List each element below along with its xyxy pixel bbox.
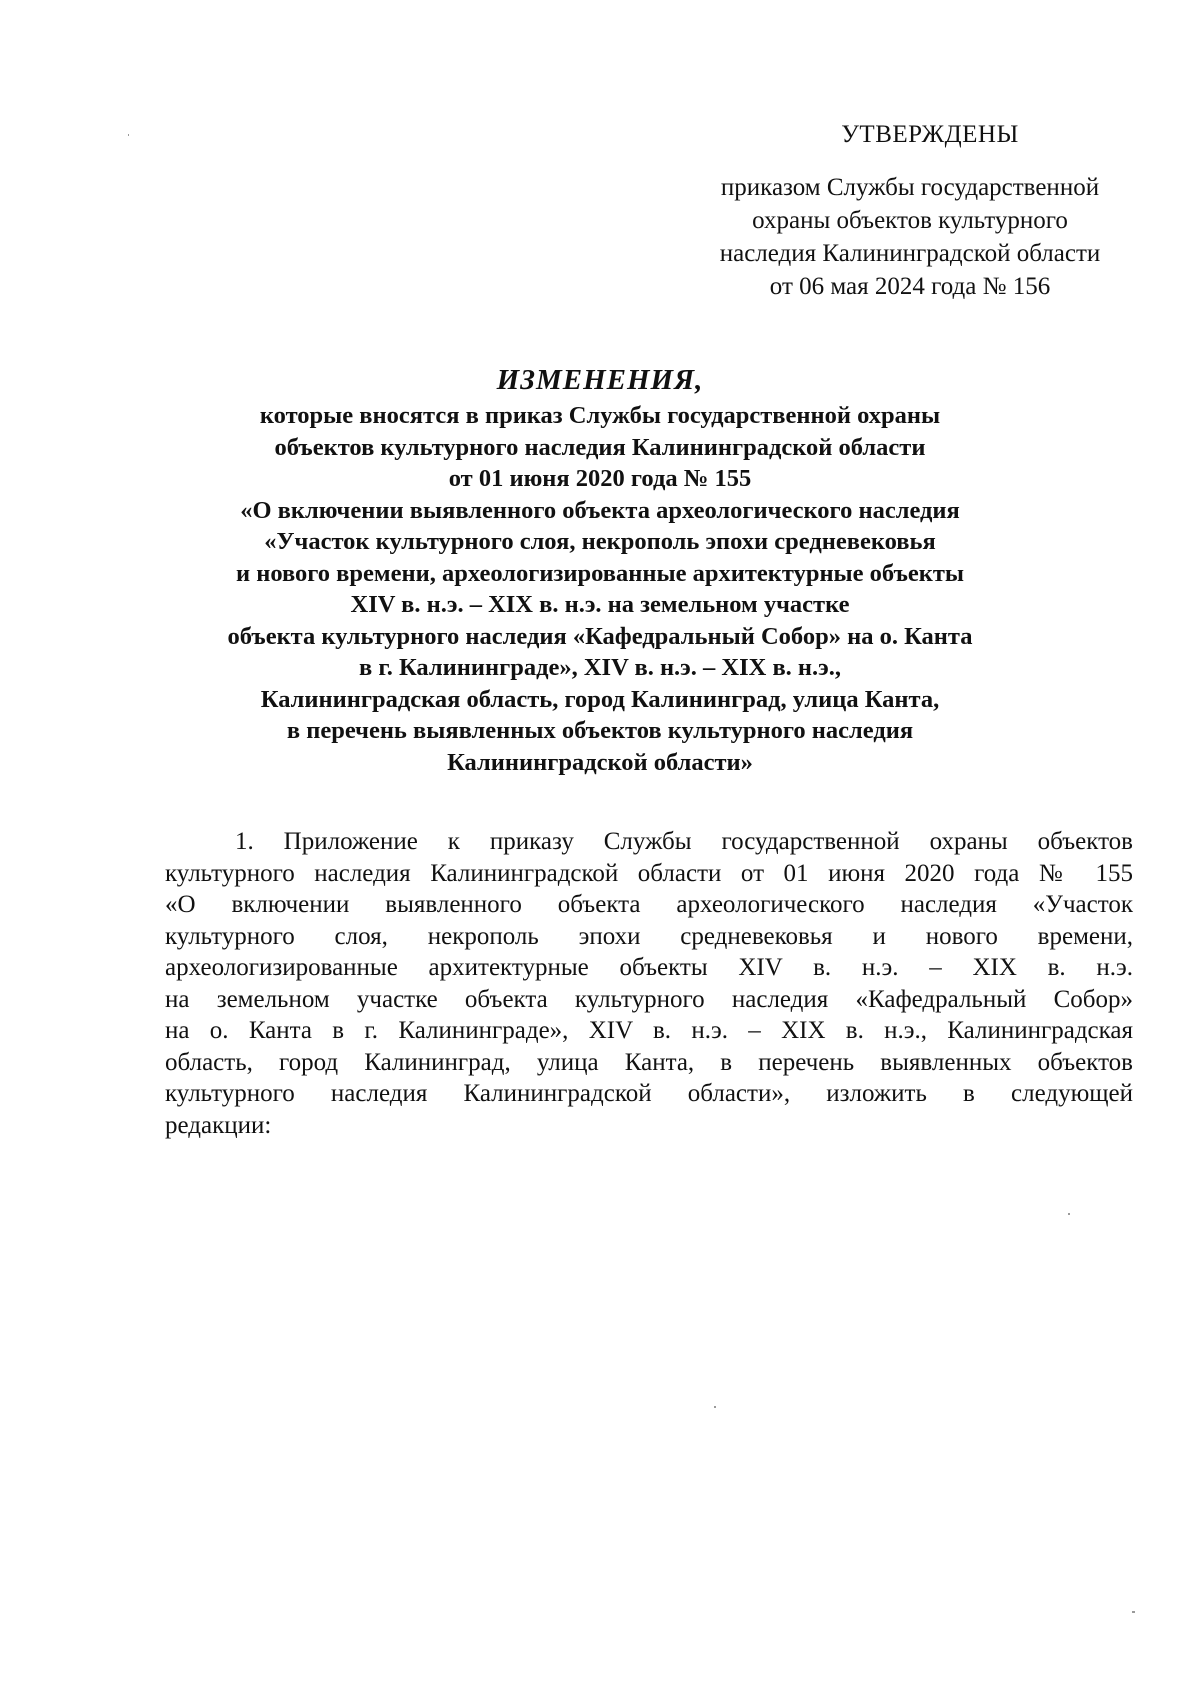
body-line: археологизированные архитектурные объекты XIV в. н.э. – XIX в. н.э. — [165, 954, 1133, 981]
document-heading — [180, 362, 1020, 778]
scan-speck — [1132, 1611, 1135, 1613]
body-line: культурного наследия Калининградской области от 01 июня 2020 года № 155 — [165, 859, 1133, 887]
body-line: культурного слоя, некрополь эпохи средневековья и нового времени, — [165, 922, 1133, 950]
heading-line: объекта культурного наследия «Кафедральный Собор» на о. Канта — [227, 622, 973, 650]
heading-title: ИЗМЕНЕНИЯ, — [496, 364, 704, 396]
body-line: на о. Канта в г. Калининграде», XIV в. н.э. – XIX в. н.э., Калининградская — [165, 1017, 1133, 1044]
scan-speck — [1068, 1213, 1070, 1215]
approval-line: приказом Службы государственной — [720, 174, 1100, 201]
scan-speck — [714, 1406, 716, 1408]
heading-line: которые вносятся в приказ Службы государственной охраны — [259, 402, 941, 429]
scan-speck — [128, 134, 129, 136]
heading-line: Калининградская область, город Калининград, улица Канта, — [260, 685, 940, 713]
heading-line: в г. Калининграде», XIV в. н.э. – XIX в. н.э., — [359, 654, 841, 681]
heading-line: и нового времени, археологизированные архитектурные объекты — [235, 559, 965, 587]
body-line: «О включении выявленного объекта археологического наследия «Участок — [165, 891, 1133, 918]
body-line: культурного наследия Калининградской области», изложить в следующей — [165, 1080, 1133, 1107]
approval-line: от 06 мая 2024 года № 156 — [769, 273, 1051, 300]
body-line: на земельном участке объекта культурного наследия «Кафедральный Собор» — [165, 985, 1133, 1013]
heading-line: объектов культурного наследия Калининградской области — [274, 433, 926, 461]
heading-line: от 01 июня 2020 года № 155 — [448, 465, 752, 492]
approval-line: охраны объектов культурного — [752, 207, 1068, 234]
heading-line: XIV в. н.э. – XIX в. н.э. на земельном участке — [350, 591, 850, 618]
body-line: 1. Приложение к приказу Службы государственной охраны объектов — [235, 828, 1133, 855]
approval-block — [690, 118, 1130, 303]
body-line: область, город Калининград, улица Канта, в перечень выявленных объектов — [165, 1048, 1133, 1076]
body-line: редакции: — [165, 1111, 272, 1139]
approval-line: наследия Калининградской области — [719, 240, 1101, 267]
body-paragraph — [165, 826, 1133, 1141]
heading-line: «Участок культурного слоя, некрополь эпохи средневековья — [264, 528, 936, 555]
heading-line: «О включении выявленного объекта археологического наследия — [240, 496, 960, 524]
heading-line: в перечень выявленных объектов культурного наследия — [286, 717, 914, 744]
approval-title: УТВЕРЖДЕНЫ — [841, 121, 1019, 148]
heading-line: Калининградской области» — [447, 748, 753, 776]
